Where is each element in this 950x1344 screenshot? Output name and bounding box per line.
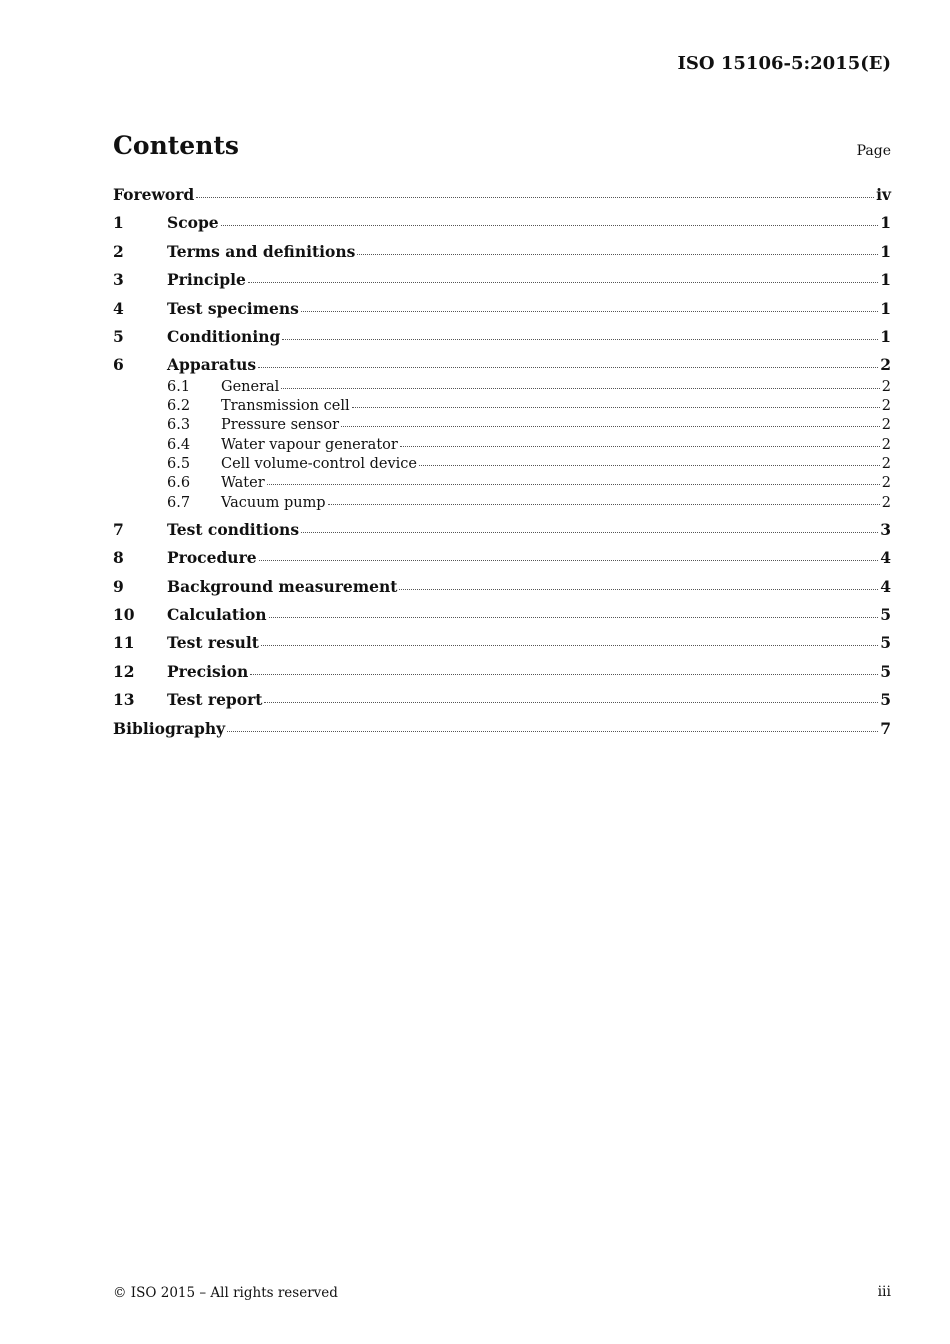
page-number: iii bbox=[877, 1284, 891, 1300]
dot-leader bbox=[250, 674, 878, 675]
toc-entry-page: 2 bbox=[881, 417, 891, 434]
toc-entry-number: 13 bbox=[113, 690, 135, 710]
toc-entry-title: Background measurement bbox=[167, 576, 398, 596]
toc-entry-title: Cell volume-control device bbox=[221, 455, 418, 472]
dot-leader bbox=[400, 446, 880, 447]
toc-entry-number: 1 bbox=[113, 213, 124, 233]
toc-entry-title: Test conditions bbox=[167, 519, 300, 539]
toc-entry-number: 4 bbox=[113, 298, 124, 318]
dot-leader bbox=[419, 465, 880, 466]
toc-entry-page: 3 bbox=[880, 519, 891, 539]
toc-entry-title: General bbox=[221, 378, 280, 395]
toc-entry[interactable] bbox=[113, 213, 891, 241]
toc-entry[interactable] bbox=[113, 327, 891, 355]
toc-entry-number: 7 bbox=[113, 519, 124, 539]
toc-entry[interactable] bbox=[113, 690, 891, 718]
dot-leader bbox=[328, 504, 880, 505]
toc-entry-number: 6.7 bbox=[167, 494, 191, 511]
toc-entry-page: 5 bbox=[880, 604, 891, 624]
toc-entry-page: 2 bbox=[881, 455, 891, 472]
toc-entry-page: 2 bbox=[881, 436, 891, 453]
dot-leader bbox=[301, 311, 878, 312]
toc-entry-title: Foreword bbox=[113, 185, 195, 204]
toc-entry[interactable] bbox=[113, 299, 891, 327]
toc-entry-page: 5 bbox=[880, 690, 891, 710]
dot-leader bbox=[196, 197, 874, 198]
toc-entry-number: 12 bbox=[113, 661, 135, 681]
toc-entry[interactable] bbox=[113, 605, 891, 633]
toc-entry-page: 1 bbox=[880, 241, 891, 261]
document-id: ISO 15106-5:2015(E) bbox=[677, 53, 891, 74]
toc-entry-number: 6.6 bbox=[167, 475, 191, 492]
dot-leader bbox=[399, 589, 878, 590]
toc-entry-number: 11 bbox=[113, 633, 135, 653]
dot-leader bbox=[352, 407, 880, 408]
dot-leader bbox=[221, 225, 879, 226]
toc-entry[interactable] bbox=[113, 719, 891, 747]
toc-entry-title: Conditioning bbox=[167, 326, 281, 346]
toc-entry-title: Test result bbox=[167, 633, 259, 653]
toc-entry-number: 10 bbox=[113, 604, 135, 624]
toc-entry-page: iv bbox=[876, 185, 891, 204]
toc-entry-page: 2 bbox=[881, 398, 891, 415]
dot-leader bbox=[264, 702, 878, 703]
toc-entry[interactable] bbox=[113, 495, 891, 514]
toc-entry-title: Calculation bbox=[167, 604, 267, 624]
dot-leader bbox=[281, 388, 879, 389]
toc-entry-page: 1 bbox=[880, 298, 891, 318]
toc-entry-title: Water bbox=[221, 475, 265, 492]
toc-entry-title: Precision bbox=[167, 661, 249, 681]
dot-leader bbox=[341, 426, 880, 427]
dot-leader bbox=[248, 282, 878, 283]
toc-entry-number: 5 bbox=[113, 326, 124, 346]
toc-entry-number: 9 bbox=[113, 576, 124, 596]
toc-entry-title: Transmission cell bbox=[221, 398, 350, 415]
contents-heading: Contents bbox=[113, 131, 240, 160]
toc-entry-page: 2 bbox=[881, 475, 891, 492]
toc-entry-title: Water vapour generator bbox=[221, 436, 398, 453]
table-of-contents bbox=[113, 185, 891, 747]
toc-entry[interactable] bbox=[113, 577, 891, 605]
dot-leader bbox=[267, 484, 880, 485]
copyright-notice: © ISO 2015 – All rights reserved bbox=[113, 1285, 338, 1301]
toc-entry[interactable] bbox=[113, 437, 891, 456]
toc-entry-title: Test report bbox=[167, 690, 263, 710]
toc-entry-title: Scope bbox=[167, 213, 219, 233]
toc-entry-page: 4 bbox=[880, 576, 891, 596]
toc-entry[interactable] bbox=[113, 520, 891, 548]
toc-entry[interactable] bbox=[113, 185, 891, 213]
dot-leader bbox=[282, 339, 878, 340]
toc-entry-page: 1 bbox=[880, 270, 891, 290]
toc-entry-number: 3 bbox=[113, 270, 124, 290]
page-column-label: Page bbox=[856, 143, 891, 159]
toc-entry-title: Procedure bbox=[167, 548, 257, 568]
toc-entry-title: Terms and definitions bbox=[167, 241, 356, 261]
toc-entry-number: 8 bbox=[113, 548, 124, 568]
toc-entry-title: Bibliography bbox=[113, 718, 226, 738]
toc-entry-number: 6.4 bbox=[167, 436, 191, 453]
dot-leader bbox=[258, 367, 878, 368]
toc-entry[interactable] bbox=[113, 633, 891, 661]
toc-entry-page: 1 bbox=[880, 213, 891, 233]
toc-entry[interactable] bbox=[113, 456, 891, 475]
toc-entry-page: 2 bbox=[881, 494, 891, 511]
dot-leader bbox=[259, 560, 879, 561]
dot-leader bbox=[261, 645, 878, 646]
toc-entry-page: 5 bbox=[880, 661, 891, 681]
toc-entry[interactable] bbox=[113, 417, 891, 436]
toc-entry-title: Principle bbox=[167, 270, 246, 290]
toc-entry-page: 7 bbox=[880, 718, 891, 738]
dot-leader bbox=[269, 617, 879, 618]
toc-entry-number: 6.5 bbox=[167, 455, 191, 472]
toc-entry-number: 6.3 bbox=[167, 417, 191, 434]
toc-entry[interactable] bbox=[113, 548, 891, 576]
toc-entry-page: 4 bbox=[880, 548, 891, 568]
toc-entry-page: 5 bbox=[880, 633, 891, 653]
dot-leader bbox=[301, 532, 878, 533]
toc-entry-title: Pressure sensor bbox=[221, 417, 340, 434]
toc-entry-page: 1 bbox=[880, 326, 891, 346]
toc-entry-page: 2 bbox=[881, 378, 891, 395]
toc-entry[interactable] bbox=[113, 475, 891, 494]
toc-entry-number: 6 bbox=[113, 355, 124, 375]
toc-entry-number: 6.1 bbox=[167, 378, 191, 395]
toc-entry-title: Test specimens bbox=[167, 298, 299, 318]
toc-entry[interactable] bbox=[113, 398, 891, 417]
toc-entry-page: 2 bbox=[880, 355, 891, 375]
toc-entry[interactable] bbox=[113, 270, 891, 298]
toc-entry[interactable] bbox=[113, 379, 891, 398]
toc-entry[interactable] bbox=[113, 662, 891, 690]
toc-entry-number: 6.2 bbox=[167, 398, 191, 415]
dot-leader bbox=[227, 731, 878, 732]
toc-entry-number: 2 bbox=[113, 241, 124, 261]
toc-entry-title: Vacuum pump bbox=[221, 494, 326, 511]
dot-leader bbox=[357, 254, 878, 255]
toc-entry[interactable] bbox=[113, 242, 891, 270]
toc-entry-title: Apparatus bbox=[167, 355, 257, 375]
